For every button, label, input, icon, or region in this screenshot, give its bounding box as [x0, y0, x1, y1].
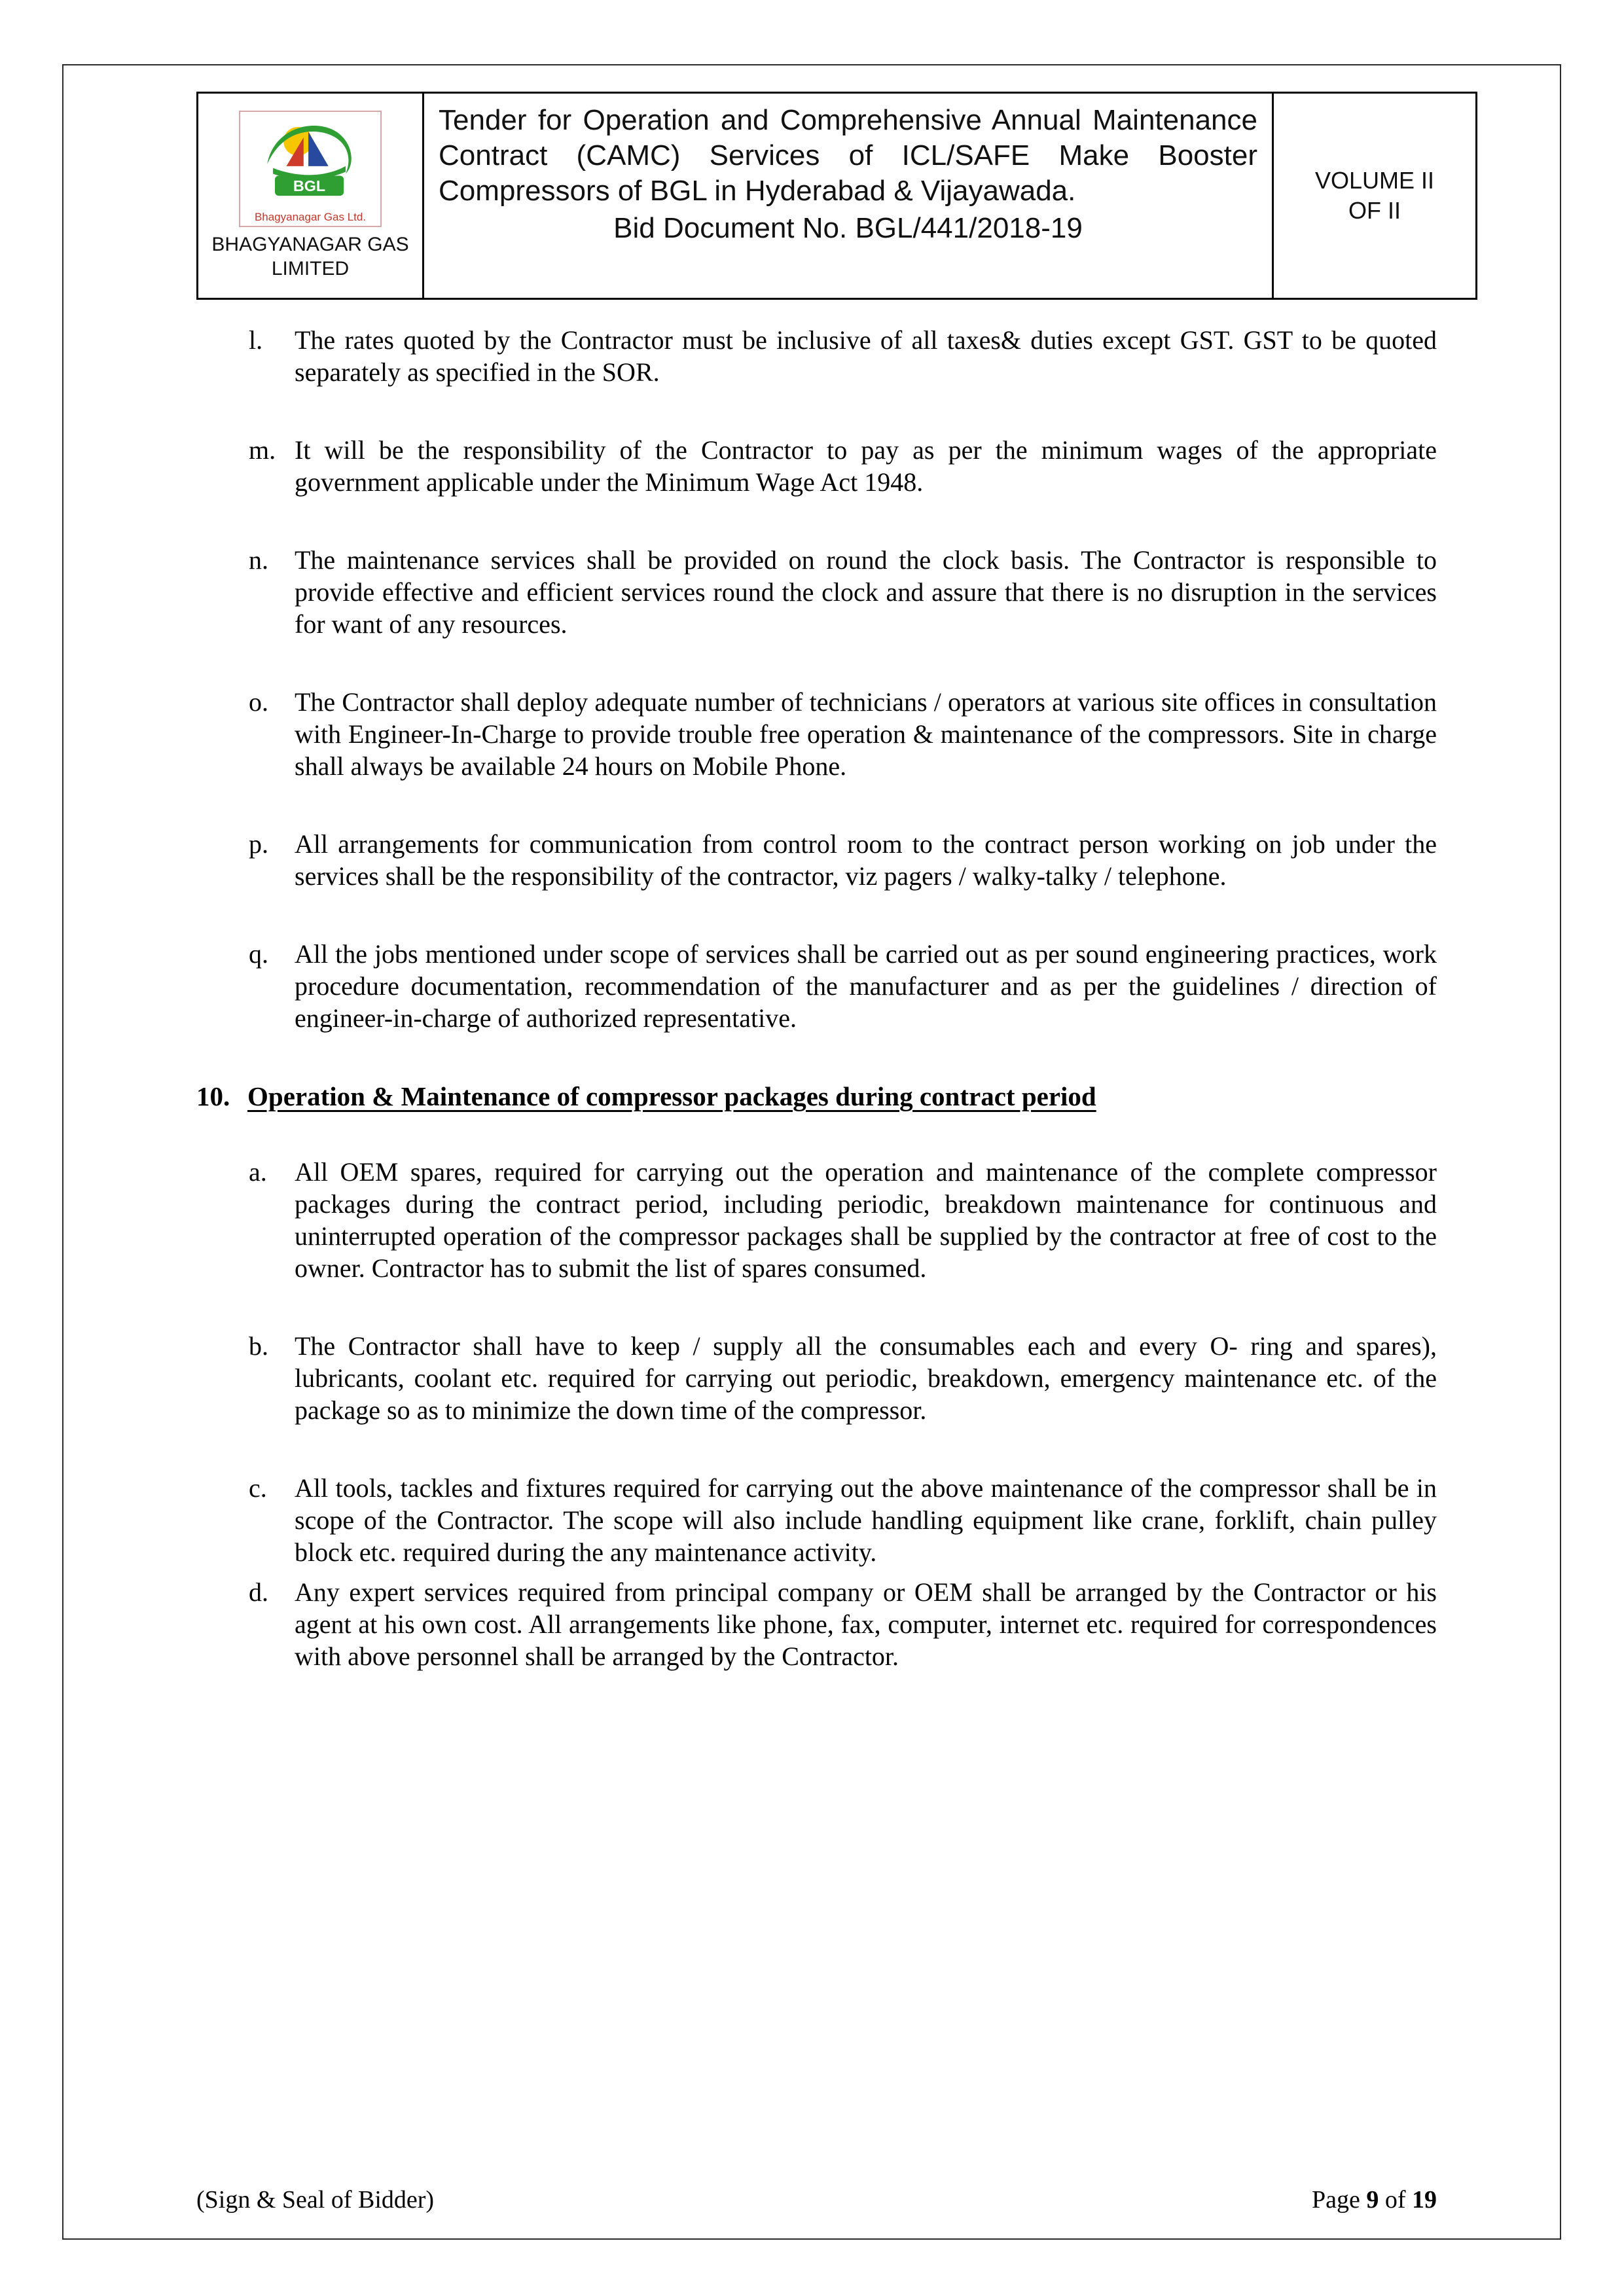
company-name: [211, 232, 408, 281]
section-title: Operation & Maintenance of compressor packages during contract period: [247, 1081, 1096, 1111]
clause-marker: n.: [249, 545, 268, 575]
subclause-b: [196, 1330, 1437, 1426]
page-total: 19: [1412, 2186, 1437, 2214]
subclause-c: [196, 1472, 1437, 1568]
logo-cell: [198, 94, 424, 298]
subclause-a: [196, 1156, 1437, 1284]
page-current: 9: [1366, 2186, 1379, 2214]
volume-line1: VOLUME II: [1314, 167, 1435, 194]
clause-text: The Contractor shall have to keep / supply all the consumables each and every O- ring and spares), lubricants, coolant etc. required for carrying out periodic, breakdown, emergency maintenance etc. of the package so as to minimize the down time of the compressor.: [295, 1331, 1437, 1425]
logo-acronym: BGL: [293, 177, 326, 194]
section-number: 10.: [196, 1081, 230, 1111]
subclause-d: [196, 1576, 1437, 1672]
clause-q: [196, 938, 1437, 1034]
clause-n: [196, 544, 1437, 640]
clause-text: The rates quoted by the Contractor must be inclusive of all taxes& duties except GST. GST to be quoted separately as specified in the SOR.: [295, 325, 1437, 387]
page-number: [1312, 2185, 1437, 2215]
page-separator: of: [1384, 2186, 1406, 2214]
page-label: Page: [1311, 2186, 1360, 2214]
section-heading: [196, 1080, 1437, 1113]
clause-marker: o.: [249, 687, 268, 717]
clause-marker: m.: [249, 435, 276, 465]
clause-text: It will be the responsibility of the Contractor to pay as per the minimum wages of the appropriate government applicable under the Minimum Wage Act 1948.: [295, 435, 1437, 497]
clause-text: The Contractor shall deploy adequate number of technicians / operators at various site offices in consultation with Engineer-In-Charge to provide trouble free operation & maintenance of the compressors. Site in charge shall always be available 24 hours on Mobile Phone.: [295, 687, 1437, 781]
document-title: Tender for Operation and Comprehensive Annual Maintenance Contract (CAMC) Services of ICL/SAFE Make Booster Compressors of BGL in Hyderabad & Vijayawada.: [439, 104, 1257, 207]
clause-o: [196, 686, 1437, 782]
clause-marker: b.: [249, 1331, 268, 1361]
clause-text: Any expert services required from principal company or OEM shall be arranged by the Contractor or his agent at his own cost. All arrangements like phone, fax, computer, internet etc. required for correspondences with above personnel shall be arranged by the Contractor.: [295, 1577, 1437, 1671]
clause-text: All arrangements for communication from control room to the contract person working on job under the services shall be the responsibility of the contractor, viz pagers / walky-talky / telephone.: [295, 829, 1437, 891]
clause-marker: a.: [249, 1157, 267, 1187]
company-logo: [239, 111, 382, 227]
document-header: [196, 92, 1477, 300]
clause-marker: p.: [249, 829, 268, 859]
title-cell: [424, 94, 1274, 298]
clause-marker: l.: [249, 325, 263, 355]
clause-m: [196, 434, 1437, 498]
clause-text: All tools, tackles and fixtures required for carrying out the above maintenance of the compressor shall be in scope of the Contractor. The scope will also include handling equipment like crane, forklift, chain pulley block etc. required during the any maintenance activity.: [295, 1473, 1437, 1567]
volume-line2: OF II: [1348, 197, 1401, 224]
clause-marker: q.: [249, 939, 268, 969]
logo-tagline: Bhagyanagar Gas Ltd.: [254, 211, 367, 223]
document-body: [196, 324, 1437, 1672]
sign-seal-label: (Sign & Seal of Bidder): [196, 2186, 435, 2214]
clause-p: [196, 828, 1437, 892]
clause-marker: d.: [249, 1577, 268, 1607]
bid-document-number: Bid Document No. BGL/441/2018-19: [613, 212, 1083, 244]
clause-l: [196, 324, 1437, 388]
clause-text: All OEM spares, required for carrying out the operation and maintenance of the complete compressor packages during the contract period, including periodic, breakdown maintenance for continuous and uninterrupted operation of the compressor packages shall be supplied by the contractor at free of cost to the owner. Contractor has to submit the list of spares consumed.: [295, 1157, 1437, 1283]
company-name-line2: LIMITED: [271, 258, 350, 279]
company-name-line1: BHAGYANAGAR GAS: [211, 234, 409, 255]
bgl-logo-icon: [248, 115, 372, 210]
clause-text: All the jobs mentioned under scope of services shall be carried out as per sound engineering practices, work procedure documentation, recommendation of the manufacturer and as per the guidelines / direction of engineer-in-charge of authorized representative.: [295, 939, 1437, 1033]
clause-marker: c.: [249, 1473, 267, 1503]
page-footer: [196, 2185, 1437, 2215]
clause-text: The maintenance services shall be provided on round the clock basis. The Contractor is responsible to provide effective and efficient services round the clock and assure that there is no disruption in the services for want of any resources.: [295, 545, 1437, 639]
volume-cell: [1274, 94, 1475, 298]
